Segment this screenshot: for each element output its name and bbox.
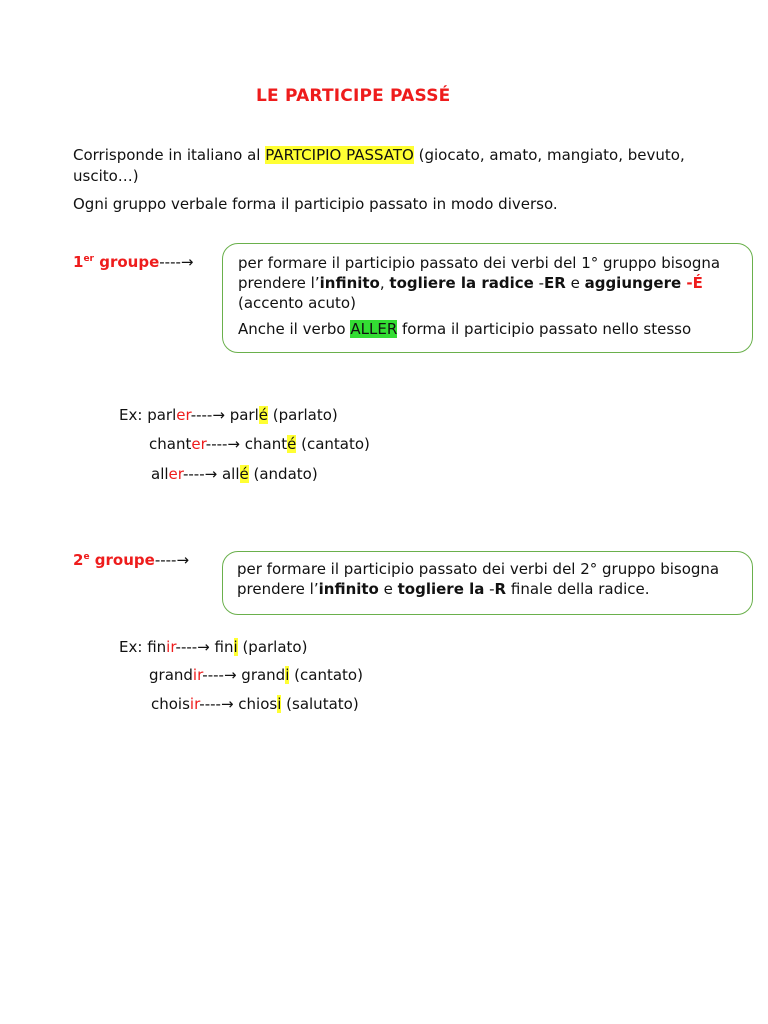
rule-text: -: [484, 580, 495, 598]
arrow-icon: ----→: [159, 253, 194, 271]
group2-example-1: [119, 637, 307, 657]
rule-ending: -É: [681, 274, 703, 292]
ex-ending: er: [168, 465, 183, 483]
ex-ending: er: [176, 406, 191, 424]
arrow-icon: ----→: [182, 465, 222, 483]
arrow-icon: ----→: [190, 406, 230, 424]
rule-text: e: [378, 580, 398, 598]
ex-prefix: Ex:: [119, 406, 148, 424]
ex-stem: fin: [147, 638, 167, 656]
rule-bold: infinito: [318, 580, 379, 598]
ex-result-ending: i: [277, 695, 282, 713]
group1-aller-note: [238, 319, 738, 339]
arrow-icon: ----→: [199, 695, 239, 713]
ex-stem: grand: [149, 666, 193, 684]
group1-example-1: [119, 405, 338, 425]
page-title: LE PARTICIPE PASSÉ: [256, 86, 451, 106]
ex-translation: (cantato): [296, 435, 370, 453]
ex-stem: chois: [151, 695, 190, 713]
arrow-icon: ----→: [154, 551, 190, 569]
intro-paragraph-1: [73, 145, 713, 187]
ex-stem: parl: [147, 406, 177, 424]
note-text: Anche il verbo: [238, 320, 351, 338]
group2-sup: e: [83, 552, 90, 562]
rule-bold: infinito: [319, 274, 380, 292]
ex-result-stem: fin: [214, 638, 234, 656]
group2-example-3: [151, 694, 359, 714]
ex-translation: (parlato): [237, 638, 308, 656]
highlight-aller: ALLER: [350, 320, 398, 338]
group2-rule-text: [237, 559, 738, 599]
intro-paragraph-2: Ogni gruppo verbale forma il participio passato in modo diverso.: [73, 195, 558, 213]
rule-text: per formare il participio passato dei verbi del 2° gruppo bisogna prendere l’: [237, 560, 720, 598]
ex-prefix: Ex:: [119, 638, 148, 656]
arrow-icon: ----→: [202, 666, 242, 684]
ex-ending: ir: [166, 638, 176, 656]
group1-label: [73, 253, 193, 271]
rule-text: (accento acuto): [238, 294, 356, 312]
ex-result-stem: all: [221, 465, 240, 483]
group1-sup: er: [83, 254, 94, 264]
group1-rule-text: [238, 253, 738, 313]
group2-word: groupe: [89, 551, 155, 569]
rule-bold: togliere la radice: [389, 274, 534, 292]
intro-text-examples: (giocato, amato, mangiato, bevuto, uscito…): [73, 146, 685, 185]
rule-bold: ER: [544, 274, 566, 292]
rule-text: ,: [379, 274, 390, 292]
ex-result-ending: é: [239, 465, 249, 483]
arrow-icon: ----→: [175, 638, 215, 656]
rule-text: e: [565, 274, 585, 292]
note-text: forma il participio passato nello stesso: [397, 320, 692, 338]
ex-stem: chant: [149, 435, 192, 453]
ex-ending: er: [191, 435, 206, 453]
ex-result-ending: é: [258, 406, 268, 424]
ex-result-ending: i: [233, 638, 238, 656]
rule-bold: aggiungere: [584, 274, 682, 292]
group2-example-2: [149, 665, 363, 685]
rule-text: -: [533, 274, 545, 292]
ex-ending: ir: [189, 695, 200, 713]
ex-result-stem: grand: [241, 666, 286, 684]
group1-example-2: [149, 434, 370, 454]
rule-bold: R: [494, 580, 507, 598]
ex-stem: all: [151, 465, 169, 483]
ex-translation: (salutato): [281, 695, 359, 713]
group2-label: [73, 551, 189, 569]
group1-rule-box: [222, 243, 753, 353]
highlight-participio: PARTCIPIO PASSATO: [265, 146, 414, 164]
ex-translation: (andato): [248, 465, 318, 483]
rule-text: finale della radice.: [506, 580, 650, 598]
group1-word: groupe: [93, 253, 160, 271]
ex-result-ending: i: [285, 666, 290, 684]
intro-text: Corrisponde in italiano al: [73, 146, 266, 164]
rule-bold: togliere la: [397, 580, 485, 598]
ex-result-stem: chant: [244, 435, 288, 453]
ex-result-stem: chios: [238, 695, 278, 713]
ex-result-stem: parl: [229, 406, 259, 424]
arrow-icon: ----→: [205, 435, 245, 453]
group1-example-3: [151, 464, 318, 484]
rule-text: per formare il participio passato dei verbi del 1° gruppo bisogna prendere l’: [238, 254, 721, 292]
ex-translation: (parlato): [267, 406, 338, 424]
ex-result-ending: é: [287, 435, 297, 453]
group2-num: 2: [73, 551, 84, 569]
ex-translation: (cantato): [289, 666, 363, 684]
group1-num: 1: [73, 253, 84, 271]
ex-ending: ir: [192, 666, 203, 684]
group2-rule-box: [222, 551, 753, 615]
